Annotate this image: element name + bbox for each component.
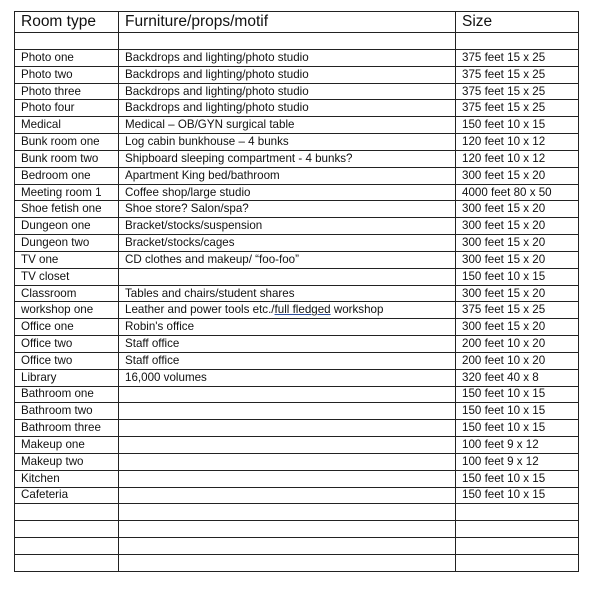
size-cell: 120 feet 10 x 12 bbox=[456, 134, 579, 151]
furniture-cell: 16,000 volumes bbox=[119, 369, 456, 386]
room-type-cell: Dungeon one bbox=[15, 218, 119, 235]
table-row bbox=[15, 50, 579, 67]
table-row bbox=[15, 134, 579, 151]
blank-row bbox=[15, 33, 579, 50]
header-room-type: Room type bbox=[15, 12, 119, 33]
size-cell: 300 feet 15 x 20 bbox=[456, 285, 579, 302]
room-type-cell: Office two bbox=[15, 336, 119, 353]
table-row bbox=[15, 302, 579, 319]
blank-cell bbox=[456, 33, 579, 50]
room-type-cell: Bathroom one bbox=[15, 386, 119, 403]
room-type-cell: Library bbox=[15, 369, 119, 386]
table-row bbox=[15, 201, 579, 218]
size-cell: 150 feet 10 x 15 bbox=[456, 268, 579, 285]
furniture-cell bbox=[119, 403, 456, 420]
table-row bbox=[15, 538, 579, 555]
room-type-cell: Shoe fetish one bbox=[15, 201, 119, 218]
size-cell: 300 feet 15 x 20 bbox=[456, 319, 579, 336]
size-cell: 150 feet 10 x 15 bbox=[456, 470, 579, 487]
furniture-cell: Apartment King bed/bathroom bbox=[119, 167, 456, 184]
furniture-cell: Medical – OB/GYN surgical table bbox=[119, 117, 456, 134]
table-row bbox=[15, 554, 579, 571]
table-row bbox=[15, 83, 579, 100]
size-cell: 200 feet 10 x 20 bbox=[456, 336, 579, 353]
room-type-cell: Bathroom two bbox=[15, 403, 119, 420]
table-row bbox=[15, 167, 579, 184]
header-furniture: Furniture/props/motif bbox=[119, 12, 456, 33]
blank-cell bbox=[119, 33, 456, 50]
furniture-cell bbox=[119, 302, 456, 319]
table-row bbox=[15, 403, 579, 420]
furniture-cell: CD clothes and makeup/ “foo-foo” bbox=[119, 251, 456, 268]
room-type-cell: Office one bbox=[15, 319, 119, 336]
size-cell: 150 feet 10 x 15 bbox=[456, 386, 579, 403]
room-type-cell: Cafeteria bbox=[15, 487, 119, 504]
furniture-cell bbox=[119, 420, 456, 437]
room-type-cell: Meeting room 1 bbox=[15, 184, 119, 201]
furniture-cell bbox=[119, 554, 456, 571]
header-row bbox=[15, 12, 579, 33]
blank-cell bbox=[15, 33, 119, 50]
size-cell: 300 feet 15 x 20 bbox=[456, 218, 579, 235]
room-type-cell: Office two bbox=[15, 352, 119, 369]
furniture-cell: Log cabin bunkhouse – 4 bunks bbox=[119, 134, 456, 151]
room-table bbox=[14, 11, 579, 572]
table-row bbox=[15, 117, 579, 134]
size-cell bbox=[456, 504, 579, 521]
furniture-cell bbox=[119, 386, 456, 403]
room-type-cell: Dungeon two bbox=[15, 235, 119, 252]
furniture-cell bbox=[119, 521, 456, 538]
furniture-cell bbox=[119, 538, 456, 555]
room-type-cell: Photo two bbox=[15, 66, 119, 83]
table-row bbox=[15, 521, 579, 538]
table-row bbox=[15, 268, 579, 285]
furniture-cell: Coffee shop/large studio bbox=[119, 184, 456, 201]
size-cell: 375 feet 15 x 25 bbox=[456, 66, 579, 83]
room-type-cell: TV closet bbox=[15, 268, 119, 285]
table-row bbox=[15, 336, 579, 353]
size-cell: 375 feet 15 x 25 bbox=[456, 83, 579, 100]
size-cell: 320 feet 40 x 8 bbox=[456, 369, 579, 386]
size-cell: 120 feet 10 x 12 bbox=[456, 150, 579, 167]
room-type-cell: TV one bbox=[15, 251, 119, 268]
room-type-cell bbox=[15, 504, 119, 521]
room-type-cell bbox=[15, 538, 119, 555]
furniture-cell bbox=[119, 268, 456, 285]
furniture-cell bbox=[119, 437, 456, 454]
table-row bbox=[15, 369, 579, 386]
size-cell: 375 feet 15 x 25 bbox=[456, 100, 579, 117]
furniture-cell bbox=[119, 487, 456, 504]
table-row bbox=[15, 251, 579, 268]
table-row bbox=[15, 386, 579, 403]
size-cell: 150 feet 10 x 15 bbox=[456, 420, 579, 437]
table-row bbox=[15, 285, 579, 302]
size-cell: 375 feet 15 x 25 bbox=[456, 302, 579, 319]
size-cell: 300 feet 15 x 20 bbox=[456, 235, 579, 252]
furniture-cell: Backdrops and lighting/photo studio bbox=[119, 83, 456, 100]
table-row bbox=[15, 218, 579, 235]
table-row bbox=[15, 100, 579, 117]
room-type-cell: Makeup one bbox=[15, 437, 119, 454]
size-cell bbox=[456, 554, 579, 571]
size-cell: 100 feet 9 x 12 bbox=[456, 453, 579, 470]
room-type-cell: workshop one bbox=[15, 302, 119, 319]
header-size: Size bbox=[456, 12, 579, 33]
table-row bbox=[15, 420, 579, 437]
size-cell: 150 feet 10 x 15 bbox=[456, 403, 579, 420]
size-cell bbox=[456, 521, 579, 538]
furniture-cell: Bracket/stocks/suspension bbox=[119, 218, 456, 235]
furniture-cell: Shipboard sleeping compartment - 4 bunks? bbox=[119, 150, 456, 167]
spellcheck-underlined-text[interactable]: full fledged bbox=[274, 303, 331, 317]
size-cell: 4000 feet 80 x 50 bbox=[456, 184, 579, 201]
room-type-cell: Bathroom three bbox=[15, 420, 119, 437]
table-row bbox=[15, 235, 579, 252]
room-type-cell: Photo one bbox=[15, 50, 119, 67]
table-row bbox=[15, 150, 579, 167]
table-row bbox=[15, 184, 579, 201]
room-type-cell bbox=[15, 554, 119, 571]
table-row bbox=[15, 453, 579, 470]
size-cell: 300 feet 15 x 20 bbox=[456, 201, 579, 218]
room-type-cell: Classroom bbox=[15, 285, 119, 302]
furniture-cell: Staff office bbox=[119, 352, 456, 369]
table-row bbox=[15, 487, 579, 504]
table-row bbox=[15, 437, 579, 454]
room-type-cell: Kitchen bbox=[15, 470, 119, 487]
room-type-cell: Bunk room two bbox=[15, 150, 119, 167]
size-cell: 300 feet 15 x 20 bbox=[456, 167, 579, 184]
size-cell: 300 feet 15 x 20 bbox=[456, 251, 579, 268]
size-cell: 100 feet 9 x 12 bbox=[456, 437, 579, 454]
table-row bbox=[15, 504, 579, 521]
size-cell: 150 feet 10 x 15 bbox=[456, 117, 579, 134]
furniture-cell: Tables and chairs/student shares bbox=[119, 285, 456, 302]
room-type-cell bbox=[15, 521, 119, 538]
furniture-text: Leather and power tools etc./ bbox=[125, 303, 275, 317]
room-type-cell: Bedroom one bbox=[15, 167, 119, 184]
size-cell bbox=[456, 538, 579, 555]
furniture-cell: Staff office bbox=[119, 336, 456, 353]
size-cell: 375 feet 15 x 25 bbox=[456, 50, 579, 67]
furniture-cell: Backdrops and lighting/photo studio bbox=[119, 66, 456, 83]
size-cell: 150 feet 10 x 15 bbox=[456, 487, 579, 504]
furniture-cell bbox=[119, 453, 456, 470]
room-type-cell: Makeup two bbox=[15, 453, 119, 470]
room-type-cell: Medical bbox=[15, 117, 119, 134]
furniture-cell: Backdrops and lighting/photo studio bbox=[119, 50, 456, 67]
size-cell: 200 feet 10 x 20 bbox=[456, 352, 579, 369]
table-row bbox=[15, 319, 579, 336]
table-row bbox=[15, 352, 579, 369]
table-row bbox=[15, 66, 579, 83]
furniture-cell bbox=[119, 470, 456, 487]
furniture-cell: Backdrops and lighting/photo studio bbox=[119, 100, 456, 117]
furniture-cell: Shoe store? Salon/spa? bbox=[119, 201, 456, 218]
furniture-text-tail: workshop bbox=[330, 303, 384, 317]
furniture-cell: Robin's office bbox=[119, 319, 456, 336]
room-type-cell: Photo three bbox=[15, 83, 119, 100]
room-type-cell: Bunk room one bbox=[15, 134, 119, 151]
room-type-cell: Photo four bbox=[15, 100, 119, 117]
table-row bbox=[15, 470, 579, 487]
furniture-cell bbox=[119, 504, 456, 521]
furniture-cell: Bracket/stocks/cages bbox=[119, 235, 456, 252]
